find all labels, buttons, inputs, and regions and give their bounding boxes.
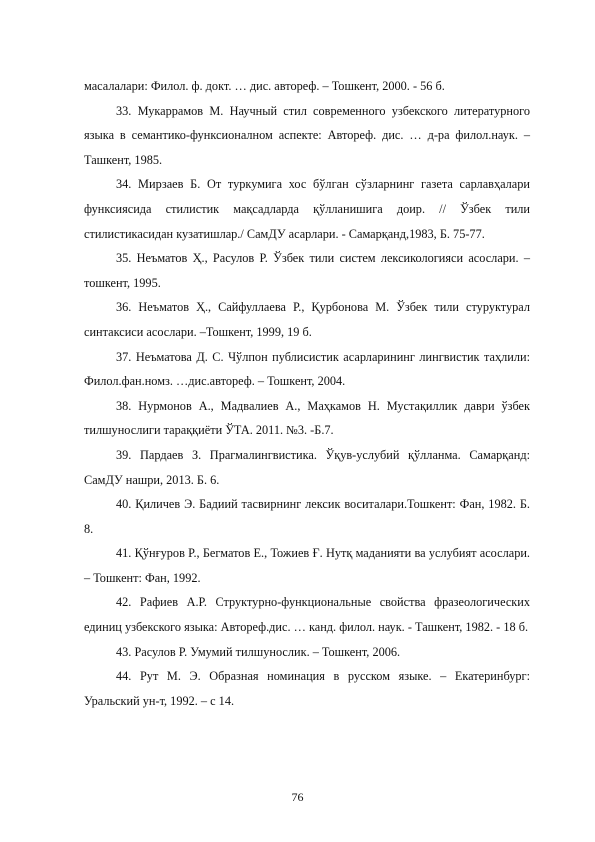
reference-item: 35. Неъматов Ҳ., Расулов Р. Ўзбек тили систем лексикологияси асослари. – тошкент, 1995. bbox=[84, 251, 530, 290]
reference-item: 34. Мирзаев Б. От туркумига хос бўлган сўзларнинг газета сарлавҳалари функсиясида стилистик мақсадларда қўлланишига доир. // Ўзбек тили стилистикасидан кузатишлар./ СамДУ асарлари. - Самарқанд,1983, Б. 75-77. bbox=[84, 177, 530, 241]
reference-list bbox=[84, 74, 530, 713]
reference-item: масалалари: Филол. ф. докт. … дис. автореф. – Тошкент, 2000. - 56 б. bbox=[84, 79, 445, 93]
reference-item: 44. Рут М. Э. Образная номинация в русском языке. – Екатеринбург: Уральский ун-т, 1992. – с 14. bbox=[84, 669, 530, 708]
reference-item: 43. Расулов Р. Умумий тилшунослик. – Тошкент, 2006. bbox=[116, 644, 401, 659]
reference-item: 41. Қўнғуров Р., Бегматов Е., Тожиев Ғ. Нутқ маданияти ва услубият асослари. – Тошкент: Фан, 1992. bbox=[84, 546, 530, 585]
reference-item: 40. Қиличев Э. Бадиий тасвирнинг лексик воситалари.Тошкент: Фан, 1982. Б. 8. bbox=[84, 497, 530, 536]
reference-item: 42. Рафиев А.Р. Структурно-функциональные свойства фразеологических единиц узбекского языка: Автореф.дис. … канд. филол. наук. - Ташкент, 1982. - 18 б. bbox=[84, 595, 530, 635]
page-number: 76 bbox=[291, 790, 304, 804]
reference-item: 33. Мукаррамов М. Научный стил современного узбекского литературного языка в семантико-функсионалном аспекте: Автореф. дис. … д-ра филол.наук. – Ташкент, 1985. bbox=[84, 103, 530, 167]
reference-item: 38. Нурмонов А., Мадвалиев А., Маҳкамов Н. Мустақиллик даври ўзбек тилшунослиги тараққиёти ЎТА. 2011. №3. -Б.7. bbox=[84, 398, 530, 438]
reference-item: 37. Неъматова Д. С. Чўлпон публисистик асарларининг лингвистик таҳлили: Филол.фан.номз. …дис.автореф. – Тошкент, 2004. bbox=[84, 349, 530, 389]
reference-item: 39. Пардаев З. Прагмалингвистика. Ўқув-услубий қўлланма. Самарқанд: СамДУ нашри, 2013. Б. 6. bbox=[84, 447, 530, 487]
reference-item: 36. Неъматов Ҳ., Сайфуллаева Р., Қурбонова М. Ўзбек тили стуруктурал синтаксиси асослари. –Тошкент, 1999, 19 б. bbox=[84, 300, 530, 339]
